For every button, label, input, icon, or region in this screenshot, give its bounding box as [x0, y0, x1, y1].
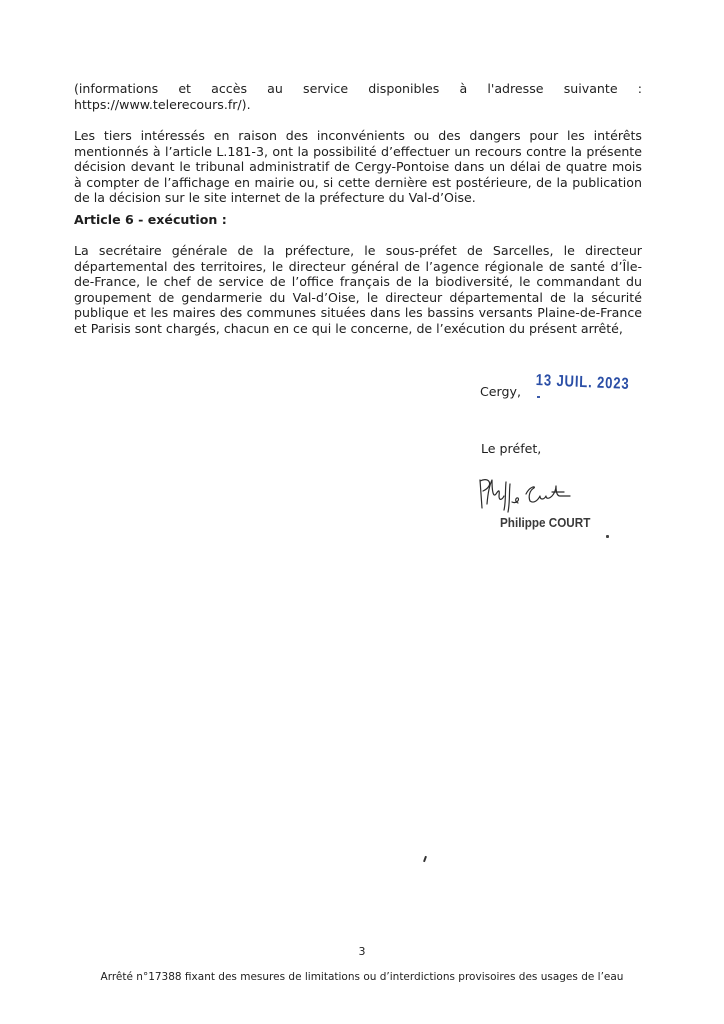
handwritten-signature	[474, 474, 592, 514]
signatory-title: Le préfet,	[481, 441, 542, 456]
ink-dot	[606, 535, 609, 538]
telerecours-url: https://www.telerecours.fr/).	[74, 96, 251, 112]
scan-speck	[423, 856, 427, 862]
paragraph-third-party-appeal: Les tiers intéressés en raison des inconvénients ou des dangers pour les intérêts mentionnés à l’article L.181-3, ont la possibilité d’effectuer un recours contre la présente décision devant le tribunal administratif de Cergy-Pontoise dans un délai de quatre mois à compter de l’affichage en mairie ou, si cette dernière est postérieure, de la publication de la décision sur le site internet de la préfecture du Val-d’Oise.	[74, 128, 642, 206]
place-label: Cergy,	[480, 384, 521, 399]
signer-name: Philippe COURT	[500, 515, 591, 530]
paragraph-line: (informations et accès au service disponibles à l'adresse suivante :	[74, 81, 642, 96]
paragraph-execution: La secrétaire générale de la préfecture, le sous-préfet de Sarcelles, le directeur départemental des territoires, le directeur général de l’agence régionale de santé d’Île-de-France, le chef de service de l’office français de la biodiversité, le commandant du groupement de gendarmerie du Val-d’Oise, le directeur départemental de la sécurité publique et les maires des communes situées dans les bassins versants Plaine-de-France et Parisis sont chargés, chacun en ce qui le concerne, de l’exécution du présent arrêté,	[74, 243, 642, 336]
article-6-heading: Article 6 - exécution :	[74, 212, 227, 227]
paragraph-recours-info	[74, 81, 642, 112]
document-footer: Arrêté n°17388 fixant des mesures de limitations ou d’interdictions provisoires des usages de l’eau	[100, 971, 624, 983]
date-stamp: 13 JUIL. 2023	[535, 372, 630, 393]
page-number: 3	[358, 945, 366, 958]
stamp-ink-mark	[537, 396, 540, 398]
